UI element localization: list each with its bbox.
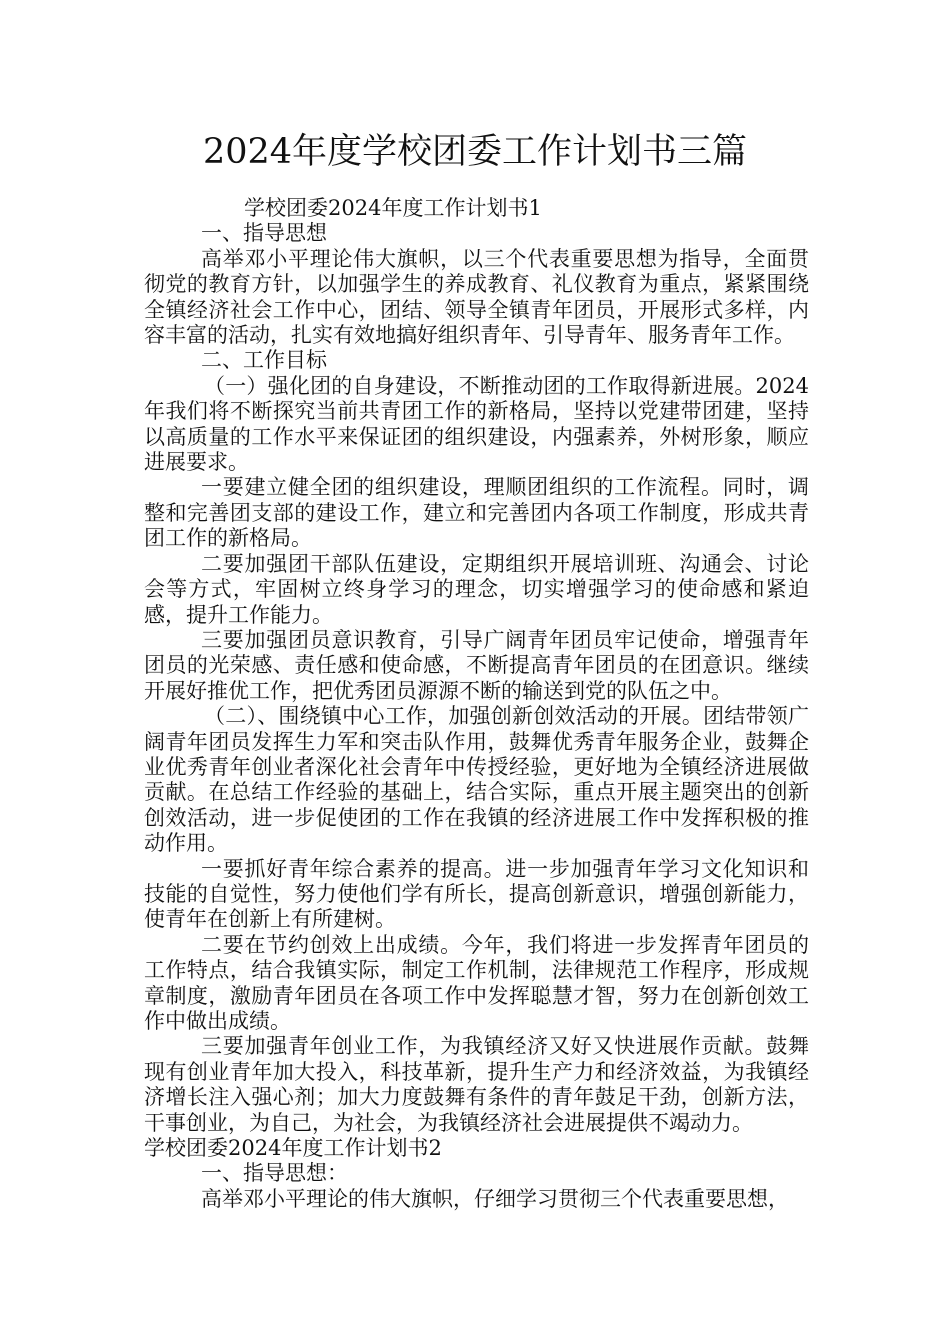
- paragraph: 一要抓好青年综合素养的提高。进一步加强青年学习文化知识和技能的自觉性，努力使他们学有所长，提高创新意识，增强创新能力，使青年在创新上有所建树。: [144, 856, 809, 932]
- section-heading-plan-1: 学校团委2024年度工作计划书1: [244, 196, 542, 220]
- paragraph: 二要加强团干部队伍建设，定期组织开展培训班、沟通会、讨论会等方式，牢固树立终身学习的理念，切实增强学习的使命感和紧迫感，提升工作能力。: [144, 551, 809, 627]
- document-title: 2024年度学校团委工作计划书三篇: [202, 132, 748, 172]
- heading-work-goals: 二、工作目标: [201, 348, 327, 373]
- paragraph: 二要在节约创效上出成绩。今年，我们将进一步发挥青年团员的工作特点，结合我镇实际，制定工作机制，法律规范工作程序，形成规章制度，激励青年团员在各项工作中发挥聪慧才智，努力在创新创效工作中做出成绩。: [144, 932, 809, 1033]
- section-heading-plan-2: 学校团委2024年度工作计划书2: [144, 1136, 442, 1161]
- paragraph-text: 三要加强青年创业工作，为我镇经济又好又快进展作贡献。鼓舞现有创业青年加大投入，科技革新，提升生产力和经济效益，为我镇经济增长注入强心剂；加大力度鼓舞有条件的青年鼓足干劲，创新方法，干事创业，为自己，为社会，为我镇经济社会进展提供不竭动力。: [144, 1034, 809, 1135]
- paragraph: 高举邓小平理论伟大旗帜，以三个代表重要思想为指导，全面贯彻党的教育方针，以加强学生的养成教育、礼仪教育为重点，紧紧围绕全镇经济社会工作中心，团结、领导全镇青年团员，开展形式多样，内容丰富的活动，扎实有效地搞好组织青年、引导青年、服务青年工作。: [144, 246, 809, 348]
- heading-guiding-thought: 一、指导思想: [201, 221, 327, 246]
- paragraph: （二）、围绕镇中心工作，加强创新创效活动的开展。团结带领广阔青年团员发挥生力军和突击队作用，鼓舞优秀青年服务企业，鼓舞企业优秀青年创业者深化社会青年中传授经验，更好地为全镇经济进展做贡献。在总结工作经验的基础上，结合实际，重点开展主题突出的创新创效活动，进一步促使团的工作在我镇的经济进展工作中发挥积极的推动作用。: [144, 704, 809, 856]
- paragraph: [144, 1034, 809, 1161]
- paragraph: 一要建立健全团的组织建设，理顺团组织的工作流程。同时，调整和完善团支部的建设工作，建立和完善团内各项工作制度，形成共青团工作的新格局。: [144, 475, 809, 551]
- paragraph: （一）强化团的自身建设，不断推动团的工作取得新进展。2024年我们将不断探究当前共青团工作的新格局，坚持以党建带团建，坚持以高质量的工作水平来保证团的组织建设，内强素养，外树形象，顺应进展要求。: [144, 373, 809, 475]
- heading-guiding-thought-2: 一、指导思想：: [201, 1161, 348, 1186]
- paragraph: 高举邓小平理论的伟大旗帜，仔细学习贯彻三个代表重要思想，: [201, 1186, 789, 1211]
- document-body: [144, 196, 809, 1212]
- paragraph: 三要加强团员意识教育，引导广阔青年团员牢记使命，增强青年团员的光荣感、责任感和使命感，不断提高青年团员的在团意识。继续开展好推优工作，把优秀团员源源不断的输送到党的队伍之中。: [144, 627, 809, 703]
